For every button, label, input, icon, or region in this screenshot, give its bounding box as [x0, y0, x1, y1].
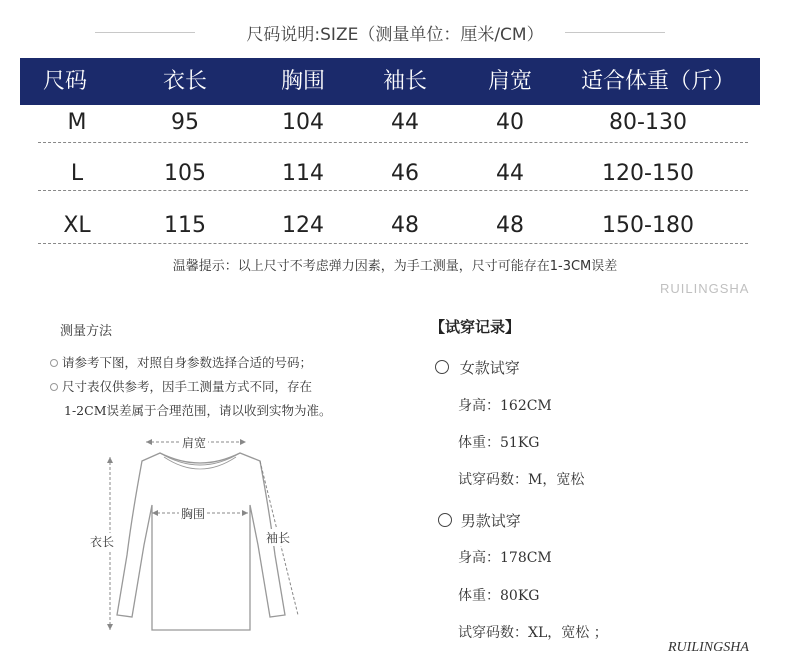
header-sleeve: 袖长 — [382, 69, 427, 94]
cell-sleeve: 48 — [391, 213, 419, 238]
circle-icon — [438, 513, 452, 527]
cell-length: 95 — [171, 110, 199, 135]
title-line-right — [565, 32, 665, 33]
male-height: 身高：178CM — [458, 550, 552, 566]
garment-diagram — [80, 425, 320, 645]
cell-weight: 150-180 — [602, 213, 694, 238]
trial-record-title: 【试穿记录】 — [430, 318, 521, 336]
measure-line-3: 1-2CM误差属于合理范围，请以收到实物为准。 — [64, 403, 332, 418]
cell-size: M — [67, 110, 87, 135]
cell-length: 115 — [164, 213, 206, 238]
row-divider — [38, 190, 748, 191]
bullet-icon — [50, 359, 58, 367]
header-shoulder: 肩宽 — [487, 69, 532, 94]
header-size: 尺码 — [42, 69, 87, 94]
cell-size: L — [70, 161, 84, 186]
female-size: 试穿码数：M，宽松 — [458, 472, 585, 488]
circle-icon — [435, 360, 449, 374]
cell-shoulder: 44 — [496, 161, 524, 186]
row-divider — [38, 243, 748, 244]
label-chest: 胸围 — [181, 507, 206, 521]
male-heading-text: 男款试穿 — [460, 512, 521, 530]
male-weight: 体重：80KG — [458, 588, 540, 604]
cell-length: 105 — [164, 161, 206, 186]
label-shoulder: 肩宽 — [182, 436, 207, 450]
female-height: 身高：162CM — [458, 398, 552, 414]
cell-chest: 114 — [282, 161, 324, 186]
header-length: 衣长 — [162, 69, 207, 94]
bullet-icon — [50, 383, 58, 391]
female-heading-text: 女款试穿 — [459, 359, 520, 377]
female-trial-heading — [435, 357, 520, 378]
row-divider — [38, 142, 748, 143]
watermark-signature: RUILINGSHA — [668, 640, 749, 655]
measure-text-2: 尺寸表仅供参考，因手工测量方式不同，存在 — [61, 379, 312, 394]
male-size: 试穿码数：XL，宽松 ； — [458, 625, 608, 641]
female-weight: 体重：51KG — [458, 435, 540, 451]
header-weight: 适合体重（斤） — [580, 69, 735, 94]
size-tip: 温馨提示：以上尺寸不考虑弹力因素，为手工测量，尺寸可能存在1-3CM误差 — [172, 259, 618, 274]
cell-chest: 124 — [282, 213, 324, 238]
label-length: 衣长 — [90, 535, 115, 549]
size-table-header — [20, 58, 760, 105]
cell-sleeve: 44 — [391, 110, 419, 135]
cell-size: XL — [63, 213, 91, 238]
cell-sleeve: 46 — [391, 161, 419, 186]
size-chart-title: 尺码说明:SIZE（测量单位：厘米/CM） — [246, 25, 544, 45]
cell-chest: 104 — [282, 110, 324, 135]
cell-shoulder: 40 — [496, 110, 524, 135]
header-chest: 胸围 — [280, 69, 325, 94]
measure-line-2 — [50, 377, 312, 395]
cell-shoulder: 48 — [496, 213, 524, 238]
cell-weight: 80-130 — [609, 110, 687, 135]
male-trial-heading — [438, 510, 521, 531]
measure-line-1 — [50, 353, 312, 371]
watermark-brand: RUILINGSHA — [660, 281, 750, 296]
cell-weight: 120-150 — [602, 161, 694, 186]
measure-text-1: 请参考下图，对照自身参数选择合适的号码； — [61, 355, 312, 370]
label-sleeve: 袖长 — [266, 531, 291, 545]
measure-title: 测量方法 — [60, 324, 113, 339]
